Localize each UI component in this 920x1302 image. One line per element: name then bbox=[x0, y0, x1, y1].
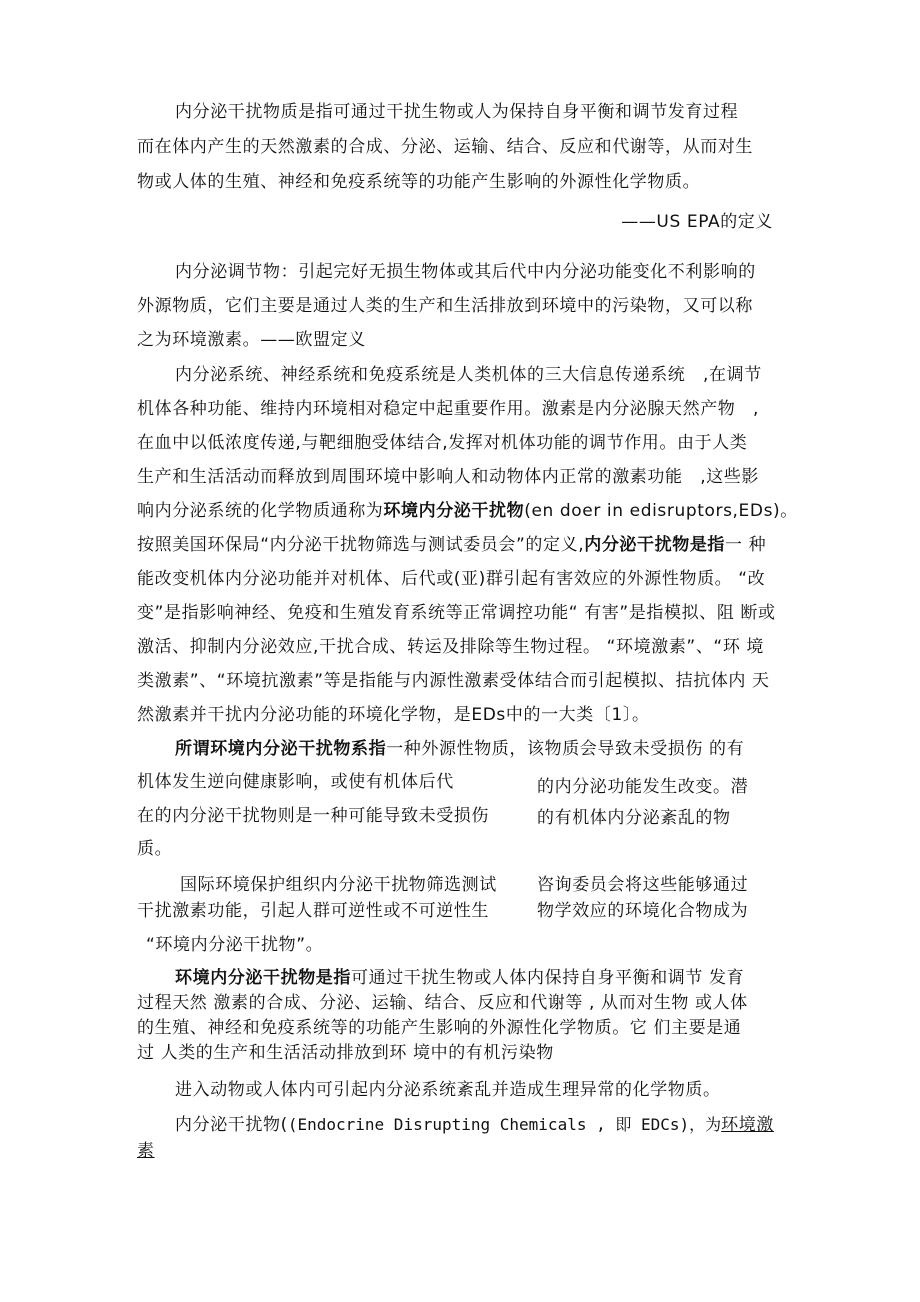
p3-line-11: 然激素并干扰内分泌功能的环境化学物，是EDs中的一大类〔1〕。 bbox=[137, 705, 650, 725]
p5-line-1-right: 咨询委员会将这些能够通过 bbox=[537, 875, 749, 895]
p4-line-1-text: 一种外源性物质，该物质会导致未受损伤 的有 bbox=[386, 739, 745, 759]
p3-line-6-text: 按照美国环保局“内分泌干扰物筛选与测试委员会”的定义, bbox=[137, 535, 585, 555]
p8-line-2[interactable]: 素 bbox=[137, 1141, 155, 1161]
p4-term: 所谓环境内分泌干扰物系指 bbox=[175, 739, 387, 759]
p4-line-3-right: 的有机体内分泌紊乱的物 bbox=[537, 808, 731, 828]
p3-line-9: 激活、抑制内分泌效应,干扰合成、转运及排除等生物过程。 “环境激素”、“环 境 bbox=[137, 637, 765, 657]
p5-line-2-right: 物学效应的环境化合物成为 bbox=[537, 901, 749, 921]
p4-line-2-left: 机体发生逆向健康影响，或使有机体后代 bbox=[137, 772, 454, 792]
p3-line-10: 类激素”、“环境抗激素”等是指能与内源性激素受体结合而引起模拟、拮抗体内 天 bbox=[137, 671, 770, 691]
p3-line-8: 变”是指影响神经、免疫和生殖发育系统等正常调控功能“ 有害”是指模拟、阻 断或 bbox=[137, 603, 776, 623]
p1-line-2: 而在体内产生的天然激素的合成、分泌、运输、结合、反应和代谢等，从而对生 bbox=[137, 137, 753, 157]
p3-term-eds: 环境内分泌干扰物 bbox=[383, 501, 525, 521]
p6-line-1 bbox=[175, 966, 744, 990]
p8-line-1-text: 内分泌干扰物( bbox=[175, 1115, 288, 1135]
p3-term-definition: 内分泌干扰物是指 bbox=[584, 535, 726, 555]
p8-link-environmental-hormone[interactable]: 环境激 bbox=[721, 1115, 774, 1135]
p3-line-1: 内分泌系统、神经系统和免疫系统是人类机体的三大信息传递系统 ,在调节 bbox=[175, 365, 762, 385]
p5-line-1-left: 国际环境保护组织内分泌干扰物筛选测试 bbox=[180, 875, 497, 895]
p4-line-4: 质。 bbox=[137, 839, 173, 859]
p7-line-1: 进入动物或人体内可引起内分泌系统紊乱并造成生理异常的化学物质。 bbox=[175, 1080, 721, 1100]
p6-line-1-text: 可通过干扰生物或人体内保持自身平衡和调节 发育 bbox=[351, 968, 745, 988]
p4-line-1 bbox=[175, 737, 744, 761]
p1-attribution: ——US EPA的定义 bbox=[621, 212, 773, 232]
p6-line-4: 过 人类的生产和生活活动排放到环 境中的有机污染物 bbox=[137, 1043, 554, 1063]
p3-line-5 bbox=[137, 499, 798, 523]
p1-line-3: 物或人体的生殖、神经和免疫系统等的功能产生影响的外源性化学物质。 bbox=[137, 172, 701, 192]
p3-line-3: 在血中以低浓度传递,与靶细胞受体结合,发挥对机体功能的调节作用。由于人类 bbox=[137, 433, 748, 453]
p2-line-1: 内分泌调节物：引起完好无损生物体或其后代中内分泌功能变化不利影响的 bbox=[175, 262, 756, 282]
p3-line-2: 机体各种功能、维持内环境相对稳定中起重要作用。激素是内分泌腺天然产物 , bbox=[137, 399, 760, 419]
p6-line-3: 的生殖、神经和免疫系统等的功能产生影响的外源性化学物质。它 们主要是通 bbox=[137, 1018, 742, 1038]
p2-line-2: 外源物质，它们主要是通过人类的生产和生活排放到环境中的污染物，又可以称 bbox=[137, 296, 753, 316]
p3-line-4: 生产和生活活动而释放到周围环境中影响人和动物体内正常的激素功能 ,这些影 bbox=[137, 467, 760, 487]
p4-line-2-right: 的内分泌功能发生改变。潜 bbox=[537, 777, 749, 797]
p3-line-7: 能改变机体内分泌功能并对机体、后代或(亚)群引起有害效应的外源性物质。 “改 bbox=[137, 569, 766, 589]
p6-term: 环境内分泌干扰物是指 bbox=[175, 968, 351, 988]
p1-line-1: 内分泌干扰物质是指可通过干扰生物或人为保持自身平衡和调节发育过程 bbox=[175, 102, 739, 122]
p6-line-2: 过程天然 激素的合成、分泌、运输、结合、反应和代谢等 , 从而对生物 或人体 bbox=[137, 993, 748, 1013]
p8-line-1 bbox=[175, 1113, 774, 1137]
p3-line-6 bbox=[137, 533, 766, 557]
p4-line-3-left: 在的内分泌干扰物则是一种可能导致未受损伤 bbox=[137, 806, 489, 826]
p3-line-6-tail: 一 种 bbox=[725, 535, 767, 555]
p2-line-3: 之为环境激素。——欧盟定义 bbox=[137, 330, 366, 350]
p3-line-5-abbr: (en doer in edisruptors,EDs)。 bbox=[524, 501, 798, 521]
p5-line-2-left: 干扰激素功能，引起人群可逆性或不可逆性生 bbox=[137, 901, 489, 921]
p3-line-5-text: 响内分泌系统的化学物质通称为 bbox=[137, 501, 384, 521]
p5-line-3: “环境内分泌干扰物”。 bbox=[146, 935, 324, 955]
p8-english-term: (Endocrine Disrupting Chemicals , 即 EDCs)，为 bbox=[287, 1115, 722, 1134]
